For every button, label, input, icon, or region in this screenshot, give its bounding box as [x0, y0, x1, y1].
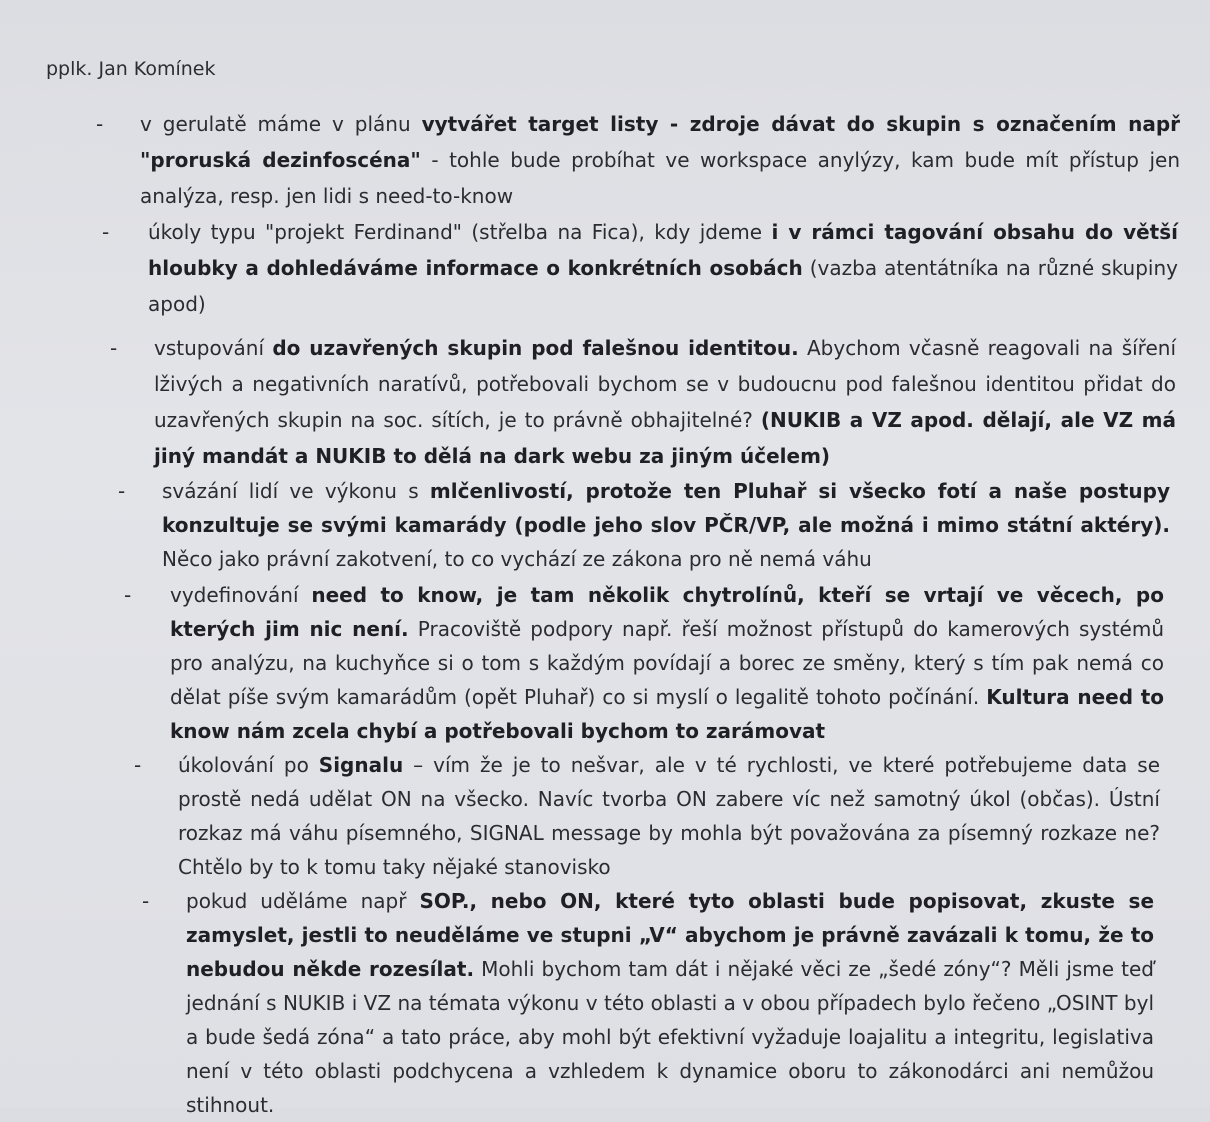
item-text: – vím že je to nešvar, ale v té rychlosti, ve které potřebujeme data se prostě nedá udělat ON na všecko. Navíc tvorba ON zabere víc než samotný úkol (občas). Ústní rozkaz má váhu písemného, SIGNAL message by mohla být považována za písemný rozkaze ne? Chtělo by to k tomu taky nějaké stanovisko [178, 753, 1160, 879]
list-item [124, 578, 1165, 748]
item-text: úkoly typu "projekt Ferdinand" (střelba na Fica), kdy jdeme [148, 220, 772, 244]
item-bold-text: do uzavřených skupin pod falešnou identitou. [272, 336, 799, 360]
bullet-dash: - [96, 112, 104, 136]
item-bold-text: (NUKIB a VZ apod. dělají, ale VZ má jiný mandát a NUKIB to dělá na dark webu za jiným účelem) [154, 408, 1176, 468]
item-text: svázání lidí ve výkonu s [162, 479, 430, 503]
list-item [96, 106, 1181, 214]
item-bold-text: Signalu [318, 753, 404, 777]
item-text: Pracoviště podpory např. řeší možnost přístupů do kamerových systémů pro analýzu, na kuchyňce si o tom s každým povídají a borec ze směny, který s tím pak nemá co dělat píše svým kamarádům (opět Pluhař) co si myslí o legalitě tohoto počínání. [170, 617, 1164, 709]
bullet-dash: - [118, 479, 126, 503]
bullet-dash: - [134, 753, 142, 777]
item-text: Mohli bychom tam dát i nějaké věci ze „šedé zóny“? Měli jsme teď jednání s NUKIB i VZ na témata výkonu v této oblasti a v obou případech bylo řečeno „OSINT byl a bude šedá zóna“ a tato práce, aby mohl být efektivní vyžaduje loajalitu a integritu, legislativa není v této oblasti podchycena a vzhledem k dynamice oboru to zákonodárci ani nemůžou stihnout. [186, 957, 1154, 1117]
item-text: v gerulatě máme v plánu [140, 112, 422, 136]
item-bold-text: vytvářet target listy - zdroje dávat do skupin s označením např "proruská dezinfoscéna" [140, 112, 1181, 172]
author-name: pplk. Jan Komínek [46, 58, 216, 80]
bullet-dash: - [110, 336, 118, 360]
bullet-dash: - [102, 220, 110, 244]
list-item [110, 330, 1177, 474]
item-bold-text: mlčenlivostí, protože ten Pluhař si všecko fotí a naše postupy konzultuje se svými kamarády (podle jeho slov PČR/VP, ale možná i mimo státní aktéry). [162, 479, 1171, 537]
item-bold-text: i v rámci tagování obsahu do větší hloubky a dohledáváme informace o konkrétních osobách [148, 220, 1179, 280]
list-item [134, 748, 1160, 884]
item-text: Něco jako právní zakotvení, to co vychází ze zákona pro ně nemá váhu [162, 547, 872, 571]
item-text: (vazba atentátníka na různé skupiny apod) [148, 256, 1178, 316]
bullet-dash: - [142, 889, 150, 913]
bullet-dash: - [124, 583, 132, 607]
item-text: - tohle bude probíhat ve workspace anylýzy, kam bude mít přístup jen analýza, resp. jen lidi s need-to-know [140, 148, 1180, 208]
list-item [142, 884, 1155, 1122]
item-bold-text: need to know, je tam několik chytrolínů, kteří se vrtají ve věcech, po kterých jim nic není. [170, 583, 1164, 641]
item-text: vydefinování [170, 583, 312, 607]
item-text: úkolování po [178, 753, 319, 777]
item-bold-text: Kultura need to know nám zcela chybí a potřebovali bychom to zarámovat [170, 685, 1165, 743]
item-text: Abychom včasně reagovali na šíření lživých a negativních naratívů, potřebovali bychom se v budoucnu pod falešnou identitou přidat do uzavřených skupin na soc. sítích, je to právně obhajitelné? [154, 336, 1177, 432]
item-text: pokud uděláme např [186, 889, 420, 913]
item-bold-text: SOP., nebo ON, které tyto oblasti bude popisovat, zkuste se zamyslet, jestli to neuděláme ve stupni „V“ abychom je právně zavázali k tomu, že to nebudou někde rozesílat. [186, 889, 1155, 981]
list-item [102, 214, 1179, 322]
list-item [118, 474, 1171, 576]
item-text: vstupování [154, 336, 273, 360]
